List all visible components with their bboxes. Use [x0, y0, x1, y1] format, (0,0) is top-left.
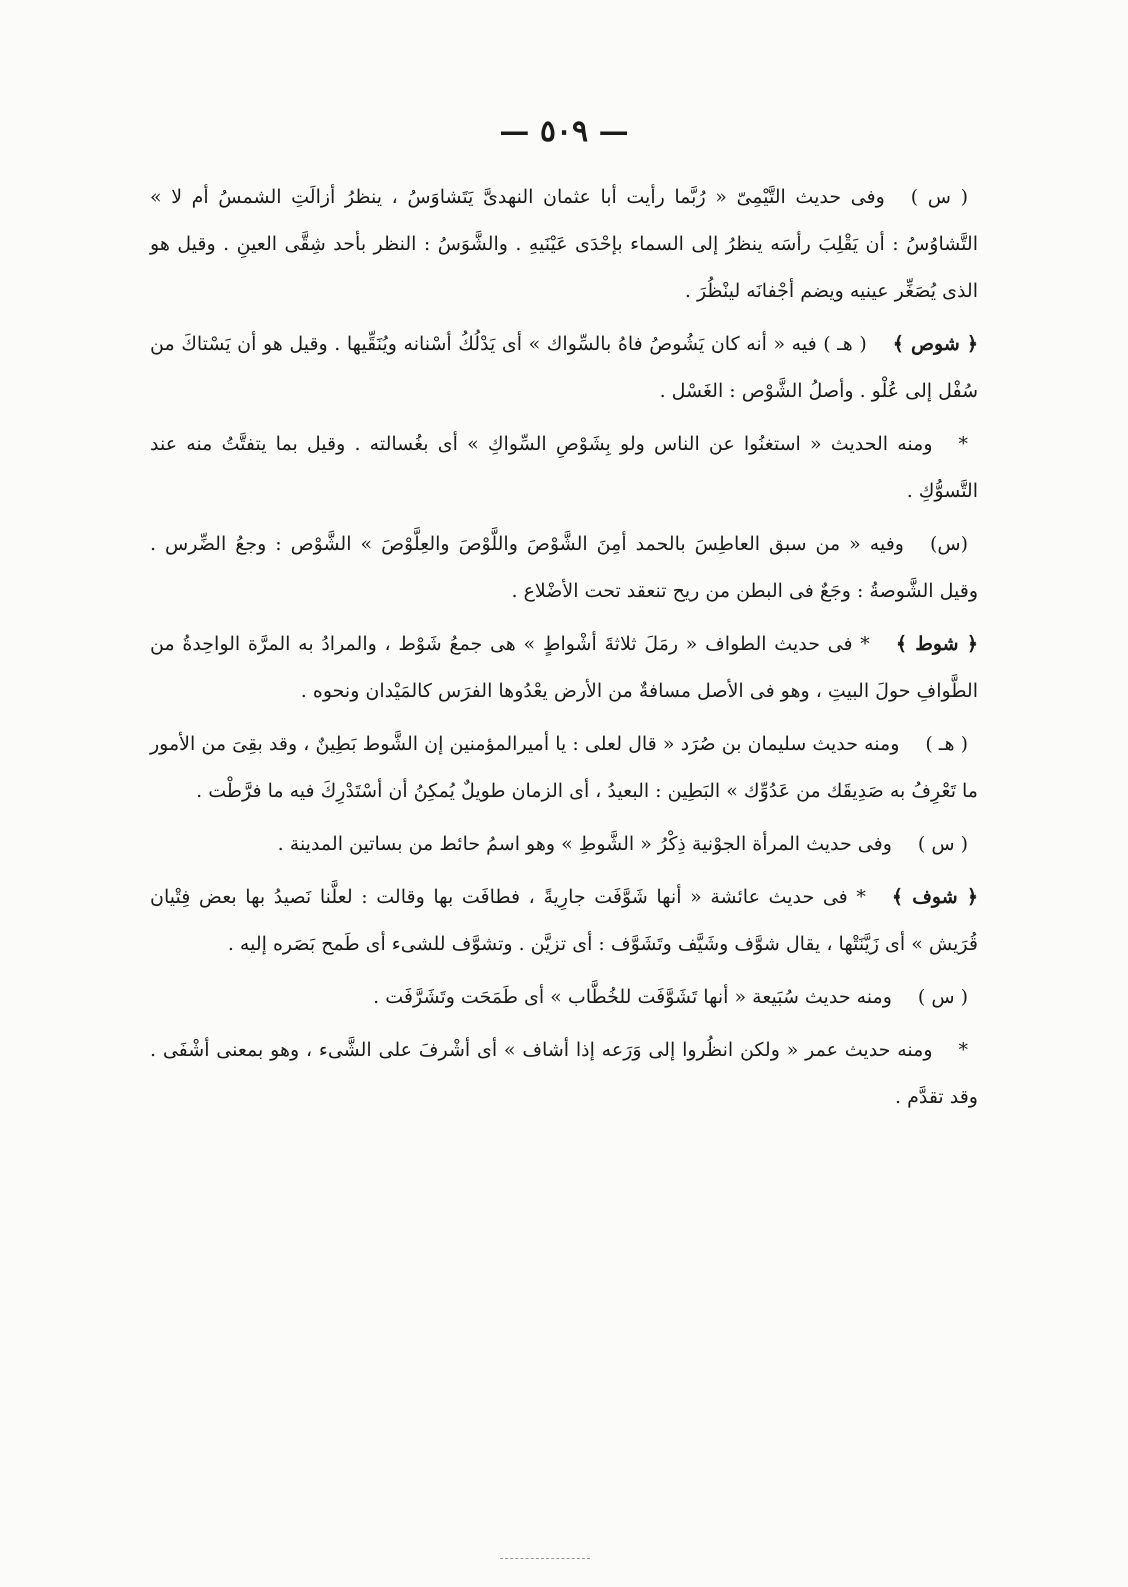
entry-paragraph-4: [150, 521, 978, 615]
paragraph-text: * فى حديث الطواف « رمَلَ ثلاثةَ أشْواطٍ » هى جمعُ شَوْط ، والمرادُ به المرَّة الواحِدةُ من الطَّوافِ حولَ البيتِ ، وهو فى الأصل مسافةٌ من الأرض يعْدُوها الفرَس كالمَيْدان ونحوه .: [150, 633, 978, 702]
entry-paragraph-6: [150, 721, 978, 815]
paragraph-text: ومنه حديث عمر « ولكن انظُروا إلى وَرَعه إذا أشاف » أى أشْرفَ على الشَّىء ، وهو بمعنى أشْفَى . وقد تقدَّم .: [150, 1039, 978, 1108]
entry-paragraph-2: [150, 321, 978, 415]
paragraph-text: وفى حديث المرأة الجوْنية ذِكْرُ « الشَّوطِ » وهو اسمُ حائط من بساتين المدينة .: [277, 833, 892, 855]
entry-headword: ﴿ شوط ﴾: [895, 633, 978, 655]
source-marker: ( س ): [910, 186, 968, 208]
page-number: — ٥٠٩ —: [499, 114, 629, 149]
entry-paragraph-10: [150, 1027, 978, 1121]
paragraph-text: ومنه حديث سُبَيعة « أنها تَشَوَّفَت للخُطَّاب » أى طَمَحَت وتَشَرَّفَت .: [373, 986, 892, 1008]
source-marker: ( س ): [917, 833, 968, 855]
source-marker: *: [958, 1039, 968, 1061]
entry-paragraph-5: [150, 621, 978, 715]
entry-paragraph-8: [150, 874, 978, 968]
entry-paragraph-7: [150, 821, 978, 868]
entry-paragraph-3: [150, 421, 978, 515]
paragraph-text: ( هـ ) فيه « أنه كان يَشُوصُ فاهُ بالسِّواك » أى يَدْلُكُ أسْنانه ويُنَقِّيها . وقيل هو أن يَسْتاكَ من سُفْل إلى عُلْو . وأصلُ الشَّوْص : الغَسْل .: [150, 333, 978, 402]
paragraph-text: وفيه « من سبق العاطِسَ بالحمد أمِنَ الشَّوْصَ واللَّوْصَ والعِلَّوْصَ » الشَّوْص : وجعُ الضِّرس . وقيل الشَّوصةُ : وجَعٌ فى البطن من ريح تنعقد تحت الأضْلاع .: [150, 533, 978, 602]
entry-headword: ﴿ شوف ﴾: [891, 886, 978, 908]
entry-headword: ﴿ شوص ﴾: [892, 333, 978, 355]
paragraph-text: * فى حديث عائشة « أنها شَوَّفَت جارِيةً ، فطافَت بها وقالت : لعلَّنا نَصيدُ بها بعض فِتْيان قُرَيش » أى زَيَّنَتْها ، يقال شوَّف وشَيَّف وتَشَوَّف : أى تزيَّن . وتشوَّف للشىء أى طَمح بَصَره إليه .: [150, 886, 978, 955]
paragraph-text: ومنه الحديث « استغنُوا عن الناس ولو بِشَوْصِ السِّواكِ » أى بغُسالته . وقيل بما يتفتَّتُ منه عند التَّسوُّكِ .: [150, 433, 978, 502]
paragraph-text: وفى حديث التَّيْمِىّ « رُبَّما رأيت أبا عثمان النهدىَّ يَتَشاوَسُ ، ينظرُ أزالَتِ الشمسُ أم لا » التَّشاوُسُ : أن يَقْلِبَ رأسَه ينظرُ إلى السماء بإحْدَى عَيْنَيهِ . والشَّوَسُ : النظر بأحد شِقَّى العينِ . وقيل هو الذى يُصَغِّر عينيه ويضم أجْفانَه لينْظُرَ .: [150, 186, 978, 302]
source-marker: *: [958, 433, 968, 455]
source-marker: (س): [929, 533, 968, 555]
source-marker: ( هـ ): [925, 733, 968, 755]
footer-divider: [500, 1558, 590, 1559]
paragraph-text: ومنه حديث سليمان بن صُرَد « قال لعلى : يا أميرالمؤمنين إن الشَّوط بَطِينٌ ، وقد بقِىَ من الأمور ما تَعْرِفُ به صَدِيقَك من عَدُوِّك » البَطِين : البعيدُ ، أى الزمان طويلٌ يُمكِنُ أن أسْتَدْرِكَ فيه ما فرَّطْت .: [150, 733, 978, 802]
entry-paragraph-1: [150, 174, 978, 315]
entry-paragraph-9: [150, 974, 978, 1021]
source-marker: ( س ): [917, 986, 968, 1008]
